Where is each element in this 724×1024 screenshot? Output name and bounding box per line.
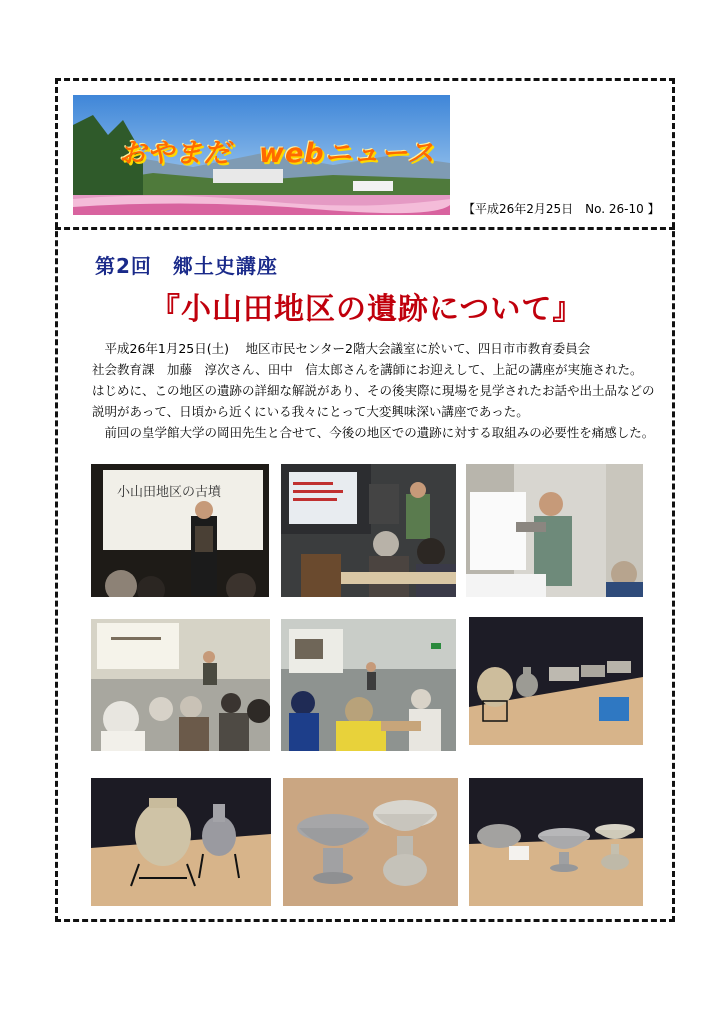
banner-image [73,95,450,215]
photo-ceramic-bowls [283,778,458,906]
photo-pottery-jars [91,778,271,906]
body-line: 説明があって、日頃から近くにいる我々にとって大変興味深い講座であった。 [92,404,529,419]
header-divider [55,227,675,230]
photo-artifacts-table [469,617,643,745]
photo-ceramic-display [469,778,643,906]
lecture-heading: 第2回 郷土史講座 [95,254,278,278]
body-line: 前回の皇学館大学の岡田先生と合せて、今後の地区での遺跡に対する取組みの必要性を痛感した。 [92,425,655,440]
photo-lecture-audience [281,464,456,597]
photo-speaker-artifact [466,464,643,597]
banner-title: おやまだ webニュース [119,138,436,169]
photo-projector-room [281,619,456,751]
body-line: 平成26年1月25日(土) 地区市民センター2階大会議室に於いて、四日市市教育委員会 [92,341,591,356]
issue-info: 【平成26年2月25日 No. 26-10 】 [463,202,660,216]
body-line: はじめに、この地区の遺跡の詳細な解説があり、その後実際に現場を見学されたお話や出土品などの [92,383,655,398]
body-line: 社会教育課 加藤 淳次さん、田中 信太郎さんを講師にお迎えして、上記の講座が実施された。 [92,362,643,377]
photo-lecture-speaker [91,464,269,597]
photo-audience-rear [91,619,270,751]
main-title: 『小山田地区の遺跡について』 [150,292,584,327]
slide-title: 小山田地区の古墳 [117,485,222,500]
article-body [92,338,682,443]
